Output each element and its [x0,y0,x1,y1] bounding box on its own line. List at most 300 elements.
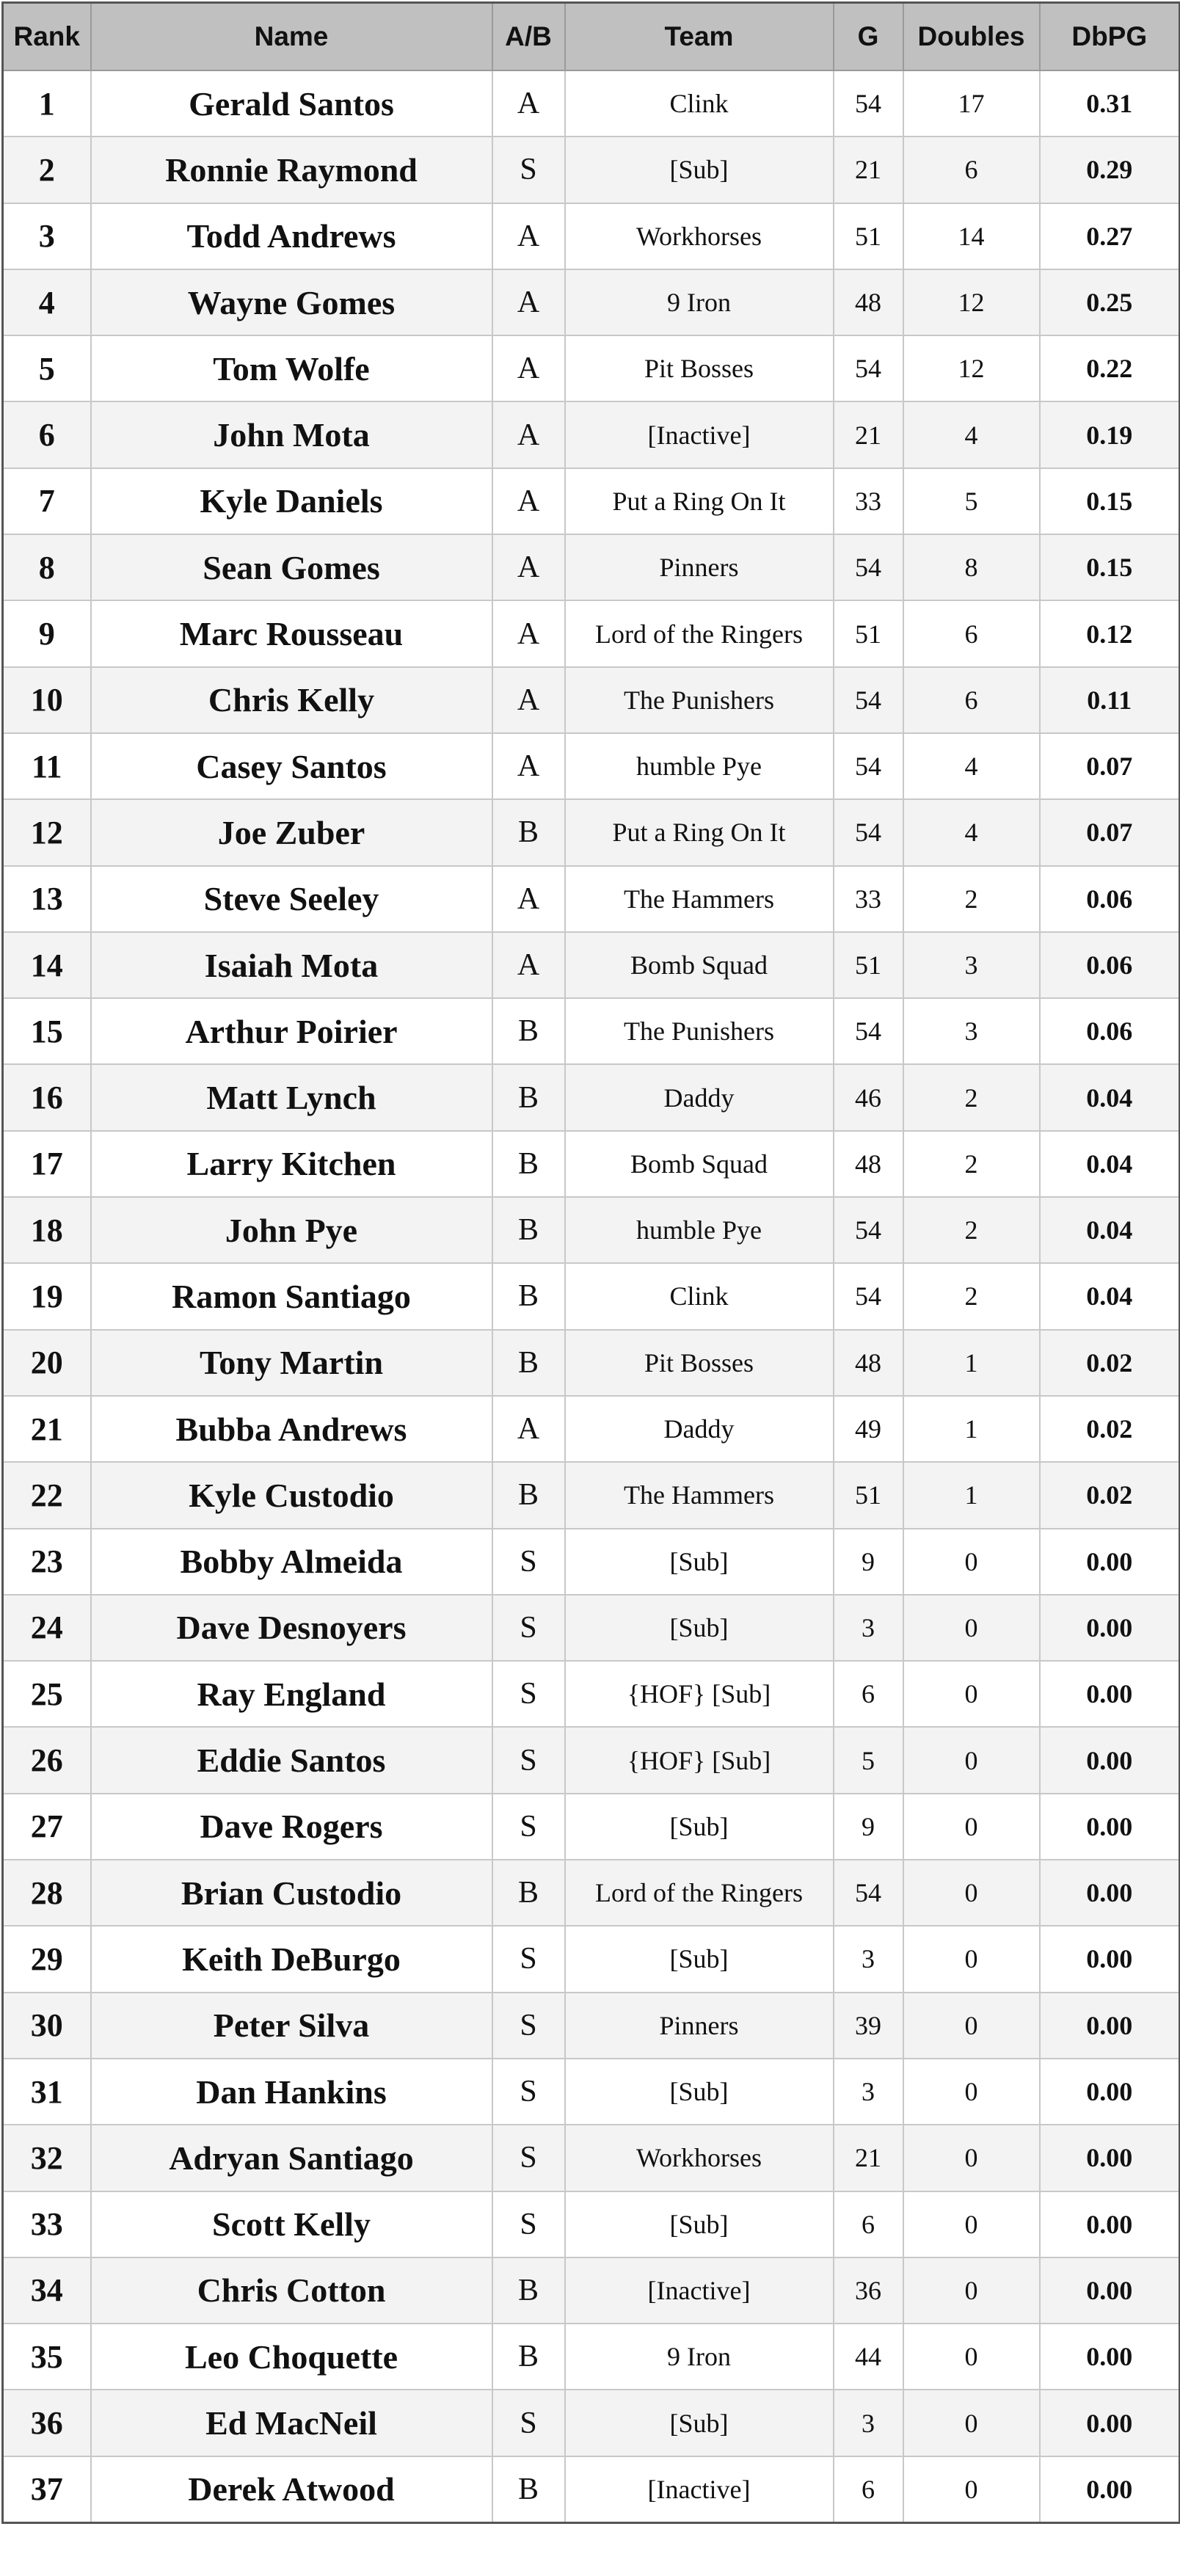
games-cell: 54 [834,667,903,733]
dbpg-cell: 0.00 [1040,1661,1180,1727]
table-row [3,2059,1180,2125]
rank-cell: 26 [3,1727,91,1793]
doubles-cell: 6 [903,600,1040,666]
team-cell: [Inactive] [565,2456,834,2523]
column-header-name: Name [91,3,492,71]
name-cell: Dave Rogers [91,1794,492,1860]
doubles-cell: 1 [903,1396,1040,1462]
dbpg-cell: 0.25 [1040,269,1180,335]
doubles-cell: 2 [903,1263,1040,1329]
rank-cell: 6 [3,401,91,467]
dbpg-cell: 0.00 [1040,2257,1180,2324]
ab-cell: B [492,1131,565,1197]
rank-cell: 7 [3,468,91,534]
doubles-cell: 4 [903,733,1040,799]
name-cell: Kyle Daniels [91,468,492,534]
team-cell: [Sub] [565,2059,834,2125]
name-cell: Leo Choquette [91,2324,492,2390]
team-cell: Daddy [565,1064,834,1130]
rank-cell: 30 [3,1993,91,2059]
team-cell: Pit Bosses [565,1330,834,1396]
games-cell: 9 [834,1529,903,1595]
table-row [3,1661,1180,1727]
ab-cell: S [492,137,565,203]
table-row [3,2390,1180,2456]
dbpg-cell: 0.31 [1040,70,1180,137]
dbpg-cell: 0.29 [1040,137,1180,203]
dbpg-cell: 0.15 [1040,534,1180,600]
team-cell: Pinners [565,534,834,600]
team-cell: The Punishers [565,667,834,733]
team-cell: Pinners [565,1993,834,2059]
doubles-cell: 0 [903,2456,1040,2523]
rank-cell: 9 [3,600,91,666]
team-cell: [Sub] [565,2390,834,2456]
ab-cell: A [492,401,565,467]
dbpg-cell: 0.02 [1040,1462,1180,1528]
rank-cell: 27 [3,1794,91,1860]
name-cell: Casey Santos [91,733,492,799]
doubles-cell: 12 [903,335,1040,401]
doubles-cell: 0 [903,1661,1040,1727]
ab-cell: B [492,1462,565,1528]
ab-cell: S [492,1529,565,1595]
rank-cell: 21 [3,1396,91,1462]
team-cell: Workhorses [565,203,834,269]
games-cell: 54 [834,534,903,600]
team-cell: 9 Iron [565,269,834,335]
doubles-cell: 1 [903,1330,1040,1396]
ab-cell: S [492,2191,565,2257]
games-cell: 3 [834,1926,903,1992]
column-header-doubles: Doubles [903,3,1040,71]
dbpg-cell: 0.27 [1040,203,1180,269]
table-row [3,799,1180,865]
games-cell: 54 [834,1197,903,1263]
dbpg-cell: 0.00 [1040,1794,1180,1860]
table-row [3,2456,1180,2523]
rank-cell: 16 [3,1064,91,1130]
team-cell: Put a Ring On It [565,468,834,534]
name-cell: Marc Rousseau [91,600,492,666]
rank-cell: 23 [3,1529,91,1595]
name-cell: Kyle Custodio [91,1462,492,1528]
ab-cell: S [492,1794,565,1860]
rank-cell: 11 [3,733,91,799]
table-row [3,203,1180,269]
games-cell: 48 [834,1330,903,1396]
rank-cell: 20 [3,1330,91,1396]
team-cell: Bomb Squad [565,1131,834,1197]
ab-cell: A [492,534,565,600]
games-cell: 49 [834,1396,903,1462]
team-cell: Put a Ring On It [565,799,834,865]
dbpg-cell: 0.00 [1040,2191,1180,2257]
dbpg-cell: 0.04 [1040,1131,1180,1197]
table-row [3,1330,1180,1396]
dbpg-cell: 0.04 [1040,1197,1180,1263]
name-cell: Arthur Poirier [91,998,492,1064]
name-cell: Peter Silva [91,1993,492,2059]
rank-cell: 29 [3,1926,91,1992]
doubles-cell: 3 [903,932,1040,998]
table-row [3,1727,1180,1793]
team-cell: Clink [565,1263,834,1329]
games-cell: 54 [834,998,903,1064]
team-cell: Lord of the Ringers [565,600,834,666]
name-cell: Steve Seeley [91,866,492,932]
dbpg-cell: 0.02 [1040,1330,1180,1396]
games-cell: 46 [834,1064,903,1130]
rank-cell: 37 [3,2456,91,2523]
rank-cell: 31 [3,2059,91,2125]
name-cell: John Pye [91,1197,492,1263]
team-cell: [Sub] [565,1595,834,1661]
table-row [3,335,1180,401]
name-cell: Eddie Santos [91,1727,492,1793]
table-row [3,1396,1180,1462]
table-row [3,866,1180,932]
rank-cell: 4 [3,269,91,335]
games-cell: 51 [834,1462,903,1528]
column-header-dbpg: DbPG [1040,3,1180,71]
dbpg-cell: 0.06 [1040,932,1180,998]
table-row [3,1462,1180,1528]
dbpg-cell: 0.19 [1040,401,1180,467]
ab-cell: B [492,2456,565,2523]
games-cell: 3 [834,2059,903,2125]
team-cell: {HOF} [Sub] [565,1727,834,1793]
team-cell: Bomb Squad [565,932,834,998]
name-cell: Gerald Santos [91,70,492,137]
rank-cell: 19 [3,1263,91,1329]
table-header [3,3,1180,71]
ab-cell: A [492,733,565,799]
table-row [3,2257,1180,2324]
doubles-cell: 0 [903,2125,1040,2191]
games-cell: 54 [834,1860,903,1926]
table-body [3,70,1180,2522]
games-cell: 54 [834,70,903,137]
ab-cell: A [492,335,565,401]
table-row [3,468,1180,534]
rank-cell: 24 [3,1595,91,1661]
ab-cell: A [492,866,565,932]
games-cell: 54 [834,1263,903,1329]
table-row [3,1064,1180,1130]
team-cell: humble Pye [565,1197,834,1263]
column-header-rank: Rank [3,3,91,71]
doubles-cell: 0 [903,1926,1040,1992]
doubles-cell: 0 [903,2390,1040,2456]
ab-cell: S [492,2059,565,2125]
table-row [3,667,1180,733]
ab-cell: A [492,1396,565,1462]
table-row [3,1595,1180,1661]
ab-cell: B [492,1197,565,1263]
name-cell: Brian Custodio [91,1860,492,1926]
ab-cell: A [492,468,565,534]
games-cell: 48 [834,1131,903,1197]
team-cell: [Sub] [565,1926,834,1992]
name-cell: Ray England [91,1661,492,1727]
doubles-cell: 0 [903,1727,1040,1793]
doubles-cell: 3 [903,998,1040,1064]
games-cell: 54 [834,799,903,865]
dbpg-cell: 0.06 [1040,866,1180,932]
table-row [3,269,1180,335]
ab-cell: S [492,2125,565,2191]
ab-cell: S [492,1595,565,1661]
rank-cell: 28 [3,1860,91,1926]
ab-cell: B [492,998,565,1064]
name-cell: Bubba Andrews [91,1396,492,1462]
dbpg-cell: 0.00 [1040,2324,1180,2390]
doubles-cell: 2 [903,866,1040,932]
table-row [3,1131,1180,1197]
games-cell: 33 [834,866,903,932]
games-cell: 36 [834,2257,903,2324]
doubles-cell: 6 [903,137,1040,203]
rank-cell: 32 [3,2125,91,2191]
dbpg-cell: 0.22 [1040,335,1180,401]
rank-cell: 36 [3,2390,91,2456]
name-cell: Scott Kelly [91,2191,492,2257]
doubles-cell: 6 [903,667,1040,733]
dbpg-cell: 0.11 [1040,667,1180,733]
ab-cell: A [492,600,565,666]
games-cell: 54 [834,733,903,799]
dbpg-cell: 0.02 [1040,1396,1180,1462]
dbpg-cell: 0.07 [1040,799,1180,865]
name-cell: Derek Atwood [91,2456,492,2523]
games-cell: 48 [834,269,903,335]
games-cell: 9 [834,1794,903,1860]
team-cell: 9 Iron [565,2324,834,2390]
table-row [3,998,1180,1064]
team-cell: The Hammers [565,866,834,932]
games-cell: 6 [834,2456,903,2523]
doubles-cell: 8 [903,534,1040,600]
team-cell: [Sub] [565,2191,834,2257]
team-cell: Workhorses [565,2125,834,2191]
ab-cell: B [492,1064,565,1130]
team-cell: [Sub] [565,1529,834,1595]
ab-cell: A [492,70,565,137]
name-cell: Adryan Santiago [91,2125,492,2191]
team-cell: Clink [565,70,834,137]
name-cell: Chris Cotton [91,2257,492,2324]
games-cell: 51 [834,203,903,269]
doubles-cell: 0 [903,2059,1040,2125]
games-cell: 39 [834,1993,903,2059]
ab-cell: B [492,799,565,865]
dbpg-cell: 0.00 [1040,1727,1180,1793]
name-cell: Sean Gomes [91,534,492,600]
column-header-g: G [834,3,903,71]
table-row [3,137,1180,203]
games-cell: 51 [834,600,903,666]
team-cell: The Hammers [565,1462,834,1528]
rank-cell: 17 [3,1131,91,1197]
team-cell: The Punishers [565,998,834,1064]
doubles-stats-table [1,1,1180,2524]
dbpg-cell: 0.00 [1040,2125,1180,2191]
doubles-cell: 0 [903,1794,1040,1860]
dbpg-cell: 0.00 [1040,1860,1180,1926]
name-cell: Ed MacNeil [91,2390,492,2456]
team-cell: humble Pye [565,733,834,799]
name-cell: Larry Kitchen [91,1131,492,1197]
dbpg-cell: 0.00 [1040,2390,1180,2456]
ab-cell: S [492,1661,565,1727]
name-cell: Dan Hankins [91,2059,492,2125]
doubles-cell: 1 [903,1462,1040,1528]
name-cell: John Mota [91,401,492,467]
rank-cell: 14 [3,932,91,998]
ab-cell: B [492,1263,565,1329]
table-row [3,932,1180,998]
name-cell: Ramon Santiago [91,1263,492,1329]
team-cell: [Inactive] [565,401,834,467]
doubles-cell: 2 [903,1131,1040,1197]
rank-cell: 22 [3,1462,91,1528]
table-row [3,401,1180,467]
games-cell: 6 [834,1661,903,1727]
team-cell: [Inactive] [565,2257,834,2324]
rank-cell: 10 [3,667,91,733]
games-cell: 21 [834,2125,903,2191]
ab-cell: A [492,932,565,998]
rank-cell: 2 [3,137,91,203]
dbpg-cell: 0.00 [1040,1993,1180,2059]
doubles-cell: 0 [903,2324,1040,2390]
rank-cell: 15 [3,998,91,1064]
ab-cell: A [492,667,565,733]
doubles-cell: 0 [903,1993,1040,2059]
name-cell: Tom Wolfe [91,335,492,401]
doubles-cell: 0 [903,2257,1040,2324]
name-cell: Ronnie Raymond [91,137,492,203]
table-row [3,534,1180,600]
rank-cell: 1 [3,70,91,137]
name-cell: Isaiah Mota [91,932,492,998]
team-cell: Lord of the Ringers [565,1860,834,1926]
table-row [3,1926,1180,1992]
name-cell: Wayne Gomes [91,269,492,335]
games-cell: 44 [834,2324,903,2390]
doubles-cell: 12 [903,269,1040,335]
table-row [3,70,1180,137]
doubles-cell: 14 [903,203,1040,269]
ab-cell: S [492,1926,565,1992]
name-cell: Dave Desnoyers [91,1595,492,1661]
doubles-cell: 0 [903,1860,1040,1926]
rank-cell: 13 [3,866,91,932]
games-cell: 51 [834,932,903,998]
table-row [3,1993,1180,2059]
rank-cell: 33 [3,2191,91,2257]
doubles-cell: 0 [903,1595,1040,1661]
dbpg-cell: 0.07 [1040,733,1180,799]
ab-cell: A [492,203,565,269]
doubles-cell: 4 [903,401,1040,467]
games-cell: 6 [834,2191,903,2257]
team-cell: [Sub] [565,1794,834,1860]
header-row [3,3,1180,71]
games-cell: 3 [834,2390,903,2456]
games-cell: 33 [834,468,903,534]
dbpg-cell: 0.00 [1040,1595,1180,1661]
dbpg-cell: 0.12 [1040,600,1180,666]
table-row [3,2125,1180,2191]
team-cell: [Sub] [565,137,834,203]
column-header-ab: A/B [492,3,565,71]
team-cell: Pit Bosses [565,335,834,401]
games-cell: 5 [834,1727,903,1793]
table-row [3,1860,1180,1926]
ab-cell: S [492,1993,565,2059]
ab-cell: A [492,269,565,335]
table-row [3,2191,1180,2257]
ab-cell: S [492,2390,565,2456]
name-cell: Matt Lynch [91,1064,492,1130]
column-header-team: Team [565,3,834,71]
ab-cell: B [492,2257,565,2324]
ab-cell: B [492,1330,565,1396]
dbpg-cell: 0.00 [1040,1529,1180,1595]
name-cell: Todd Andrews [91,203,492,269]
dbpg-cell: 0.00 [1040,2059,1180,2125]
dbpg-cell: 0.04 [1040,1263,1180,1329]
doubles-cell: 2 [903,1197,1040,1263]
dbpg-cell: 0.06 [1040,998,1180,1064]
dbpg-cell: 0.00 [1040,2456,1180,2523]
dbpg-cell: 0.04 [1040,1064,1180,1130]
table-row [3,2324,1180,2390]
table-row [3,1794,1180,1860]
table-row [3,733,1180,799]
table-row [3,1263,1180,1329]
ab-cell: S [492,1727,565,1793]
name-cell: Bobby Almeida [91,1529,492,1595]
table-row [3,1197,1180,1263]
rank-cell: 34 [3,2257,91,2324]
ab-cell: B [492,2324,565,2390]
doubles-cell: 0 [903,1529,1040,1595]
ab-cell: B [492,1860,565,1926]
doubles-cell: 0 [903,2191,1040,2257]
table-row [3,1529,1180,1595]
rank-cell: 18 [3,1197,91,1263]
team-cell: Daddy [565,1396,834,1462]
name-cell: Joe Zuber [91,799,492,865]
games-cell: 21 [834,137,903,203]
dbpg-cell: 0.15 [1040,468,1180,534]
doubles-cell: 2 [903,1064,1040,1130]
team-cell: {HOF} [Sub] [565,1661,834,1727]
doubles-cell: 17 [903,70,1040,137]
dbpg-cell: 0.00 [1040,1926,1180,1992]
doubles-cell: 4 [903,799,1040,865]
rank-cell: 12 [3,799,91,865]
name-cell: Chris Kelly [91,667,492,733]
rank-cell: 35 [3,2324,91,2390]
doubles-cell: 5 [903,468,1040,534]
name-cell: Tony Martin [91,1330,492,1396]
table-row [3,600,1180,666]
name-cell: Keith DeBurgo [91,1926,492,1992]
